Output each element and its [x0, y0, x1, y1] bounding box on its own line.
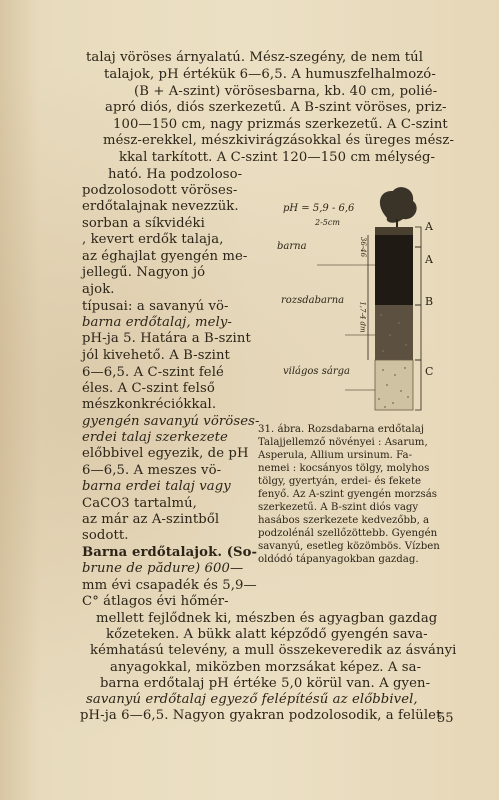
section-heading: Barna erdőtalajok. (So-: [82, 545, 258, 560]
caption-line: savanyú, esetleg közömbös. Vízben: [258, 541, 440, 552]
text-line: ható. Ha podzoloso-: [108, 167, 243, 182]
text-line: podzolosodott vöröses-: [82, 183, 238, 198]
text-line: kémhatású televény, a mull összekeveredik az ásványi: [90, 643, 457, 658]
text-line: az már az A-szintből: [82, 512, 220, 527]
text-line: talajok, pH értékük 6—6,5. A humuszfelhalmozó-: [104, 67, 436, 82]
horizon-letter: C: [425, 365, 434, 378]
caption-line: podzolénál szellőzöttebb. Gyengén: [258, 528, 438, 539]
text-line: jellegű. Nagyon jó: [82, 265, 206, 280]
text-line: pH-ja 5. Határa a B-szint: [82, 331, 251, 346]
text-line: C° átlagos évi hőmér-: [82, 594, 229, 609]
rust-brown-layer: [375, 305, 413, 360]
depth-mark: 1,7-4 dm: [358, 301, 367, 333]
horizon-letter: A: [425, 253, 433, 266]
plant-icon: [380, 187, 417, 233]
text-line: barna erdőtalaj, mely-: [82, 315, 232, 330]
text-line: mm évi csapadék és 5,9—: [82, 578, 257, 593]
depth-mark: 36-46: [359, 236, 368, 258]
caption-line: nemei : kocsányos tölgy, molyhos: [258, 463, 430, 474]
text-line: anyagokkal, miközben morzsákat képez. A sa-: [110, 660, 422, 675]
text-line: erdőtalajnak nevezzük.: [82, 199, 239, 214]
text-line: 6—6,5. A C-szint felé: [82, 365, 224, 380]
caption-line: hasábos szerkezete kedvezőbb, a: [258, 515, 430, 526]
caption-line: Asperula, Allium ursinum. Fa-: [258, 450, 413, 461]
text-line: mellett fejlődnek ki, mészben és agyagban gazdag: [96, 611, 438, 626]
light-yellow-layer: [375, 360, 413, 410]
text-line: jól kivehető. A B-szint: [82, 348, 230, 363]
text-line: 100—150 cm, nagy prizmás szerkezetű. A C-szint: [113, 117, 448, 132]
text-line: talaj vöröses árnyalatú. Mész-szegény, de nem túl: [86, 50, 424, 65]
dark-brown-layer: [375, 235, 413, 305]
text-line: (B + A-szint) vörösesbarna, kb. 40 cm, polié-: [134, 84, 438, 99]
caption-line: szerkezetű. A B-szint diós vagy: [258, 502, 419, 513]
horizon-letter: B: [425, 295, 434, 308]
figure-caption: 31. ábra. Rozsdabarna erdőtalaj: [258, 424, 424, 435]
caption-line: oldódó tápanyagokban gazdag.: [258, 554, 419, 565]
text-line: apró diós, diós szerkezetű. A B-szint vöröses, priz-: [105, 100, 447, 115]
page-number: 55: [437, 711, 454, 726]
text-line: az éghajlat gyengén me-: [82, 249, 248, 264]
text-line: ajok.: [82, 282, 115, 297]
text-line: barna erdőtalaj pH értéke 5,0 körül van. A gyen-: [100, 676, 431, 691]
text-line: típusai: a savanyú vö-: [82, 299, 229, 314]
text-line: brune de pădure) 600—: [82, 561, 244, 576]
text-line: éles. A C-szint felső: [82, 381, 215, 396]
caption-line: Talajjellemző növényei : Asarum,: [258, 437, 428, 448]
layer-label-vilagos-sarga: világos sárga: [283, 366, 350, 377]
text-line: gyengén savanyú vöröses-: [82, 414, 260, 429]
text-line: mészkonkréciókkal.: [82, 397, 217, 412]
surface-layer: [375, 227, 413, 235]
text-line: sorban a síkvidéki: [82, 216, 205, 231]
text-line: barna erdei talaj vagy: [82, 479, 231, 494]
text-line: 6—6,5. A meszes vö-: [82, 463, 222, 478]
horizon-letter: A: [425, 220, 433, 233]
text-line: erdei talaj szerkezete: [82, 430, 228, 445]
ph-label: pH = 5,9 - 6,6: [283, 203, 355, 214]
scale-label: 2-5cm: [315, 218, 340, 227]
soil-profile-figure: [275, 185, 465, 420]
text-line: savanyú erdőtalaj egyező felépítésű az előbbivel,: [86, 692, 418, 707]
text-line: előbbivel egyezik, de pH: [82, 446, 249, 461]
text-line: kőzeteken. A bükk alatt képződő gyengén sava-: [106, 627, 428, 642]
caption-line: tölgy, gyertyán, erdei- és fekete: [258, 476, 422, 487]
text-line: pH-ja 6—6,5. Nagyon gyakran podzolosodik, a felület: [80, 708, 442, 723]
layer-label-barna: barna: [277, 241, 307, 252]
text-line: sodott.: [82, 528, 129, 543]
layer-label-rozsdabarna: rozsdabarna: [281, 295, 345, 306]
text-line: CaCO3 tartalmú,: [82, 496, 197, 511]
caption-line: fenyő. Az A-szint gyengén morzsás: [258, 489, 438, 500]
text-line: , kevert erdők talaja,: [82, 232, 224, 247]
text-line: mész-erekkel, mészkivirágzásokkal és üreges mész-: [103, 133, 455, 148]
text-line: kkal tarkított. A C-szint 120—150 cm mélység-: [119, 150, 436, 165]
